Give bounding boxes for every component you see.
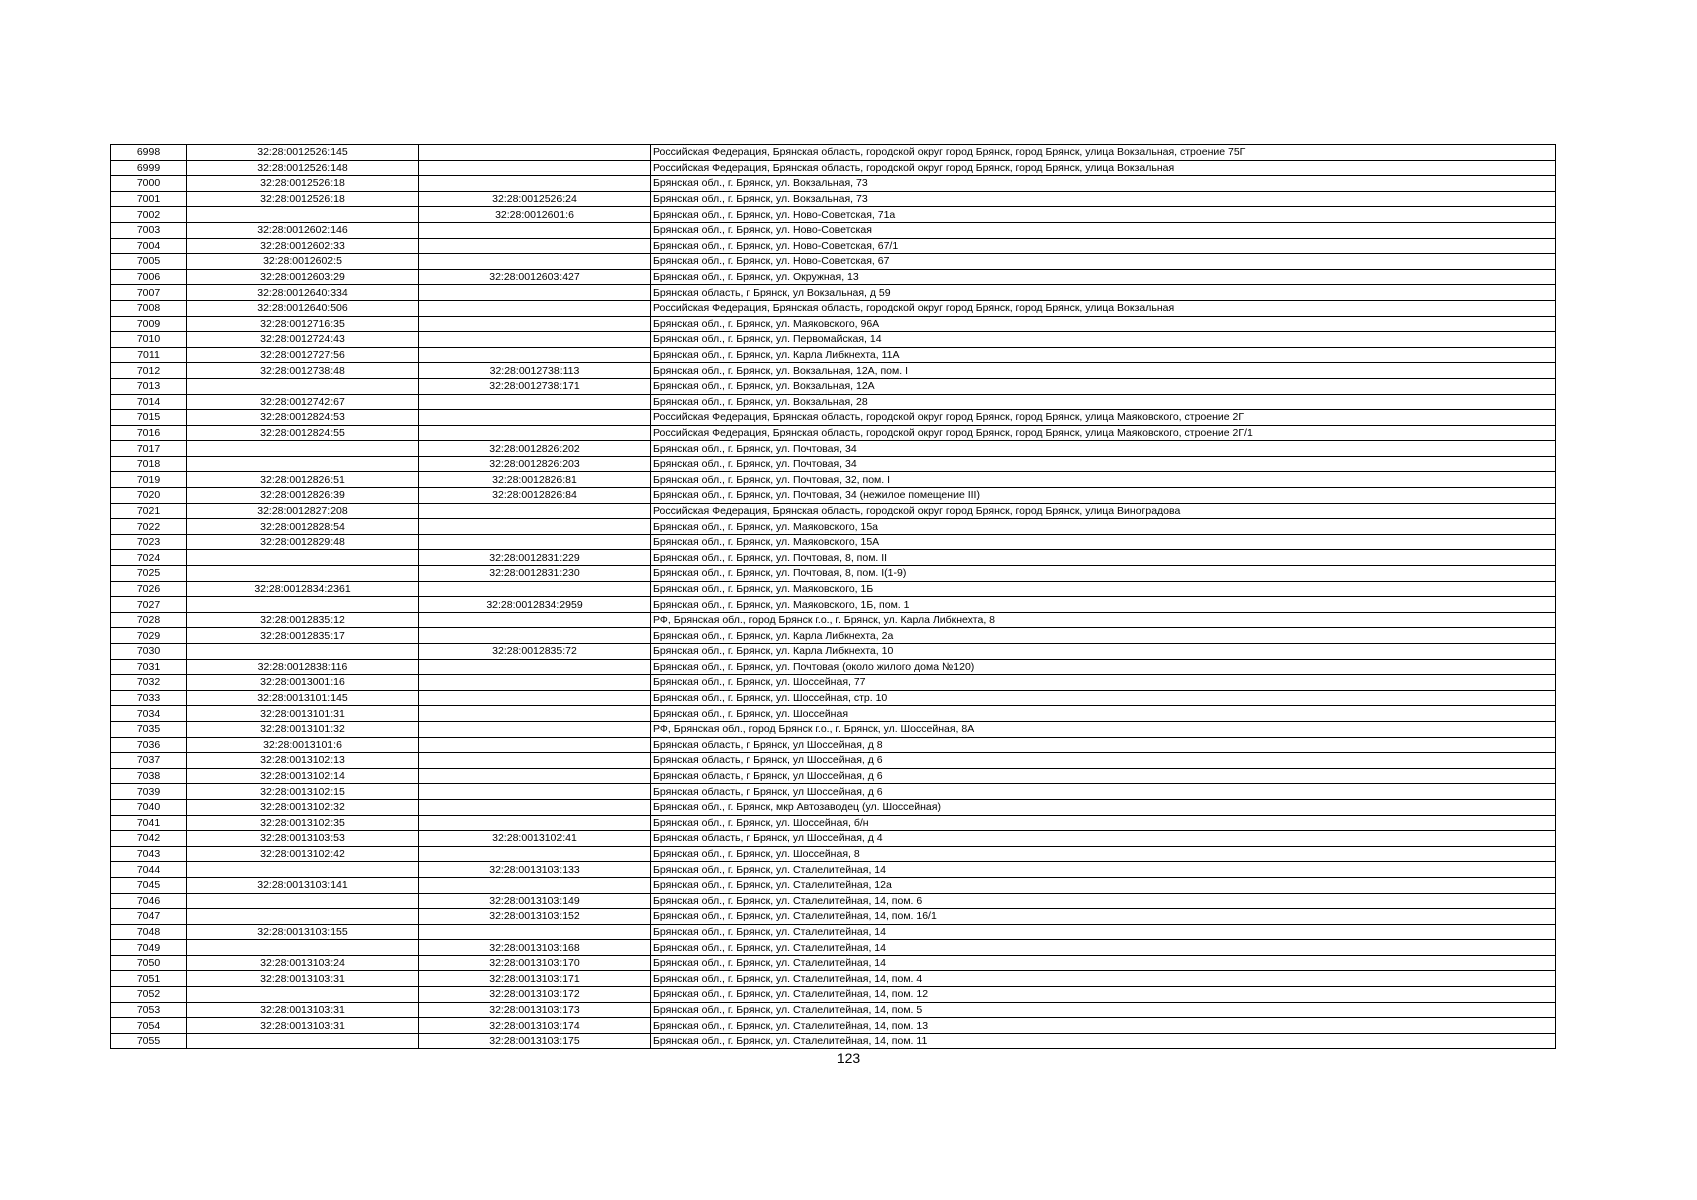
- row-number-cell: 7045: [111, 877, 187, 893]
- land-cadastral-number-cell: 32:28:0012827:208: [187, 503, 419, 519]
- land-cadastral-number-cell: 32:28:0012835:17: [187, 628, 419, 644]
- building-cadastral-number-cell: 32:28:0013102:41: [419, 831, 651, 847]
- land-cadastral-number-cell: 32:28:0012824:55: [187, 425, 419, 441]
- building-cadastral-number-cell: [419, 628, 651, 644]
- land-cadastral-number-cell: 32:28:0012826:39: [187, 488, 419, 504]
- address-cell: Брянская обл., г. Брянск, ул. Почтовая, 8, пом. I(1-9): [651, 566, 1556, 582]
- row-number-cell: 7054: [111, 1018, 187, 1034]
- building-cadastral-number-cell: [419, 332, 651, 348]
- table-row: [111, 238, 1556, 254]
- table-row: [111, 612, 1556, 628]
- row-number-cell: 7001: [111, 191, 187, 207]
- address-cell: Брянская обл., г. Брянск, ул. Почтовая, 34 (нежилое помещение III): [651, 488, 1556, 504]
- building-cadastral-number-cell: 32:28:0013103:171: [419, 971, 651, 987]
- land-cadastral-number-cell: 32:28:0012603:29: [187, 269, 419, 285]
- building-cadastral-number-cell: [419, 254, 651, 270]
- building-cadastral-number-cell: 32:28:0013103:133: [419, 862, 651, 878]
- building-cadastral-number-cell: 32:28:0012826:84: [419, 488, 651, 504]
- table-row: [111, 862, 1556, 878]
- land-cadastral-number-cell: 32:28:0012602:33: [187, 238, 419, 254]
- building-cadastral-number-cell: [419, 784, 651, 800]
- land-cadastral-number-cell: [187, 893, 419, 909]
- table-row: [111, 332, 1556, 348]
- address-cell: Брянская обл., г. Брянск, ул. Вокзальная, 73: [651, 176, 1556, 192]
- land-cadastral-number-cell: 32:28:0013103:53: [187, 831, 419, 847]
- land-cadastral-number-cell: 32:28:0013102:42: [187, 846, 419, 862]
- table-row: [111, 394, 1556, 410]
- building-cadastral-number-cell: [419, 612, 651, 628]
- building-cadastral-number-cell: [419, 238, 651, 254]
- row-number-cell: 7020: [111, 488, 187, 504]
- building-cadastral-number-cell: [419, 316, 651, 332]
- land-cadastral-number-cell: 32:28:0012640:506: [187, 300, 419, 316]
- address-cell: Брянская обл., г. Брянск, ул. Ново-Советская, 67: [651, 254, 1556, 270]
- table-row: [111, 768, 1556, 784]
- land-cadastral-number-cell: 32:28:0013103:155: [187, 924, 419, 940]
- row-number-cell: 7003: [111, 222, 187, 238]
- table-row: [111, 940, 1556, 956]
- address-cell: Брянская обл., г. Брянск, ул. Сталелитейная, 14, пом. 13: [651, 1018, 1556, 1034]
- row-number-cell: 7023: [111, 534, 187, 550]
- table-row: [111, 877, 1556, 893]
- land-cadastral-number-cell: [187, 441, 419, 457]
- table-row: [111, 597, 1556, 613]
- land-cadastral-number-cell: 32:28:0012602:5: [187, 254, 419, 270]
- row-number-cell: 7015: [111, 410, 187, 426]
- address-cell: Брянская обл., г. Брянск, ул. Маяковского, 96А: [651, 316, 1556, 332]
- building-cadastral-number-cell: 32:28:0012826:203: [419, 456, 651, 472]
- row-number-cell: 7028: [111, 612, 187, 628]
- building-cadastral-number-cell: [419, 815, 651, 831]
- building-cadastral-number-cell: 32:28:0013103:168: [419, 940, 651, 956]
- land-cadastral-number-cell: 32:28:0013102:32: [187, 799, 419, 815]
- address-cell: Брянская обл., г. Брянск, ул. Сталелитейная, 14, пом. 12: [651, 987, 1556, 1003]
- address-cell: Брянская область, г Брянск, ул Шоссейная, д 6: [651, 768, 1556, 784]
- building-cadastral-number-cell: 32:28:0013103:175: [419, 1033, 651, 1049]
- table-row: [111, 566, 1556, 582]
- building-cadastral-number-cell: 32:28:0012738:113: [419, 363, 651, 379]
- land-cadastral-number-cell: [187, 456, 419, 472]
- building-cadastral-number-cell: 32:28:0012738:171: [419, 378, 651, 394]
- page-number: 123: [836, 1050, 861, 1066]
- building-cadastral-number-cell: [419, 503, 651, 519]
- row-number-cell: 7002: [111, 207, 187, 223]
- land-cadastral-number-cell: 32:28:0013101:32: [187, 721, 419, 737]
- building-cadastral-number-cell: 32:28:0012601:6: [419, 207, 651, 223]
- address-cell: РФ, Брянская обл., город Брянск г.о., г. Брянск, ул. Карла Либкнехта, 8: [651, 612, 1556, 628]
- address-cell: Брянская обл., г. Брянск, ул. Ново-Советская, 71а: [651, 207, 1556, 223]
- land-cadastral-number-cell: 32:28:0012640:334: [187, 285, 419, 301]
- building-cadastral-number-cell: 32:28:0012834:2959: [419, 597, 651, 613]
- building-cadastral-number-cell: [419, 675, 651, 691]
- table-row: [111, 145, 1556, 161]
- building-cadastral-number-cell: [419, 222, 651, 238]
- table-row: [111, 550, 1556, 566]
- land-cadastral-number-cell: 32:28:0012526:145: [187, 145, 419, 161]
- table-row: [111, 410, 1556, 426]
- land-cadastral-number-cell: 32:28:0013102:14: [187, 768, 419, 784]
- row-number-cell: 7013: [111, 378, 187, 394]
- address-cell: Брянская область, г Брянск, ул Шоссейная, д 6: [651, 753, 1556, 769]
- building-cadastral-number-cell: 32:28:0013103:172: [419, 987, 651, 1003]
- address-cell: Брянская обл., г. Брянск, мкр Автозаводец (ул. Шоссейная): [651, 799, 1556, 815]
- row-number-cell: 7000: [111, 176, 187, 192]
- address-cell: Брянская обл., г. Брянск, ул. Почтовая, 34: [651, 456, 1556, 472]
- address-cell: Брянская обл., г. Брянск, ул. Сталелитейная, 12а: [651, 877, 1556, 893]
- land-cadastral-number-cell: 32:28:0013001:16: [187, 675, 419, 691]
- table-body: [111, 145, 1556, 1049]
- table-row: [111, 347, 1556, 363]
- building-cadastral-number-cell: [419, 706, 651, 722]
- table-row: [111, 519, 1556, 535]
- row-number-cell: 7042: [111, 831, 187, 847]
- address-cell: Брянская обл., г. Брянск, ул. Вокзальная, 73: [651, 191, 1556, 207]
- land-cadastral-number-cell: 32:28:0012727:56: [187, 347, 419, 363]
- table-row: [111, 831, 1556, 847]
- table-row: [111, 721, 1556, 737]
- land-cadastral-number-cell: 32:28:0013103:31: [187, 971, 419, 987]
- table-row: [111, 425, 1556, 441]
- row-number-cell: 7009: [111, 316, 187, 332]
- land-cadastral-number-cell: [187, 862, 419, 878]
- building-cadastral-number-cell: [419, 394, 651, 410]
- row-number-cell: 7026: [111, 581, 187, 597]
- building-cadastral-number-cell: [419, 737, 651, 753]
- address-cell: Брянская обл., г. Брянск, ул. Почтовая, 34: [651, 441, 1556, 457]
- building-cadastral-number-cell: [419, 846, 651, 862]
- table-row: [111, 285, 1556, 301]
- building-cadastral-number-cell: 32:28:0012826:202: [419, 441, 651, 457]
- building-cadastral-number-cell: [419, 176, 651, 192]
- table-row: [111, 316, 1556, 332]
- building-cadastral-number-cell: 32:28:0012831:230: [419, 566, 651, 582]
- row-number-cell: 7005: [111, 254, 187, 270]
- address-cell: Брянская обл., г. Брянск, ул. Карла Либкнехта, 2а: [651, 628, 1556, 644]
- row-number-cell: 7008: [111, 300, 187, 316]
- address-cell: Брянская обл., г. Брянск, ул. Сталелитейная, 14, пом. 5: [651, 1002, 1556, 1018]
- address-cell: РФ, Брянская обл., город Брянск г.о., г. Брянск, ул. Шоссейная, 8А: [651, 721, 1556, 737]
- row-number-cell: 7055: [111, 1033, 187, 1049]
- land-cadastral-number-cell: 32:28:0012526:18: [187, 191, 419, 207]
- row-number-cell: 7031: [111, 659, 187, 675]
- table-row: [111, 581, 1556, 597]
- address-cell: Брянская обл., г. Брянск, ул. Вокзальная, 12А, пом. I: [651, 363, 1556, 379]
- row-number-cell: 7036: [111, 737, 187, 753]
- address-cell: Брянская обл., г. Брянск, ул. Почтовая, 8, пом. II: [651, 550, 1556, 566]
- address-cell: Брянская обл., г. Брянск, ул. Маяковского, 1Б, пом. 1: [651, 597, 1556, 613]
- table-row: [111, 488, 1556, 504]
- table-row: [111, 706, 1556, 722]
- row-number-cell: 7043: [111, 846, 187, 862]
- land-cadastral-number-cell: 32:28:0012838:116: [187, 659, 419, 675]
- land-cadastral-number-cell: [187, 566, 419, 582]
- table-row: [111, 456, 1556, 472]
- row-number-cell: 7044: [111, 862, 187, 878]
- row-number-cell: 7016: [111, 425, 187, 441]
- row-number-cell: 7032: [111, 675, 187, 691]
- building-cadastral-number-cell: [419, 425, 651, 441]
- building-cadastral-number-cell: [419, 581, 651, 597]
- row-number-cell: 7039: [111, 784, 187, 800]
- land-cadastral-number-cell: 32:28:0012742:67: [187, 394, 419, 410]
- table-row: [111, 254, 1556, 270]
- address-cell: Брянская область, г Брянск, ул Шоссейная, д 6: [651, 784, 1556, 800]
- row-number-cell: 7025: [111, 566, 187, 582]
- address-cell: Брянская обл., г. Брянск, ул. Ново-Советская: [651, 222, 1556, 238]
- building-cadastral-number-cell: [419, 519, 651, 535]
- address-cell: Российская Федерация, Брянская область, городской округ город Брянск, город Брянск, улица Виноградова: [651, 503, 1556, 519]
- table-row: [111, 737, 1556, 753]
- row-number-cell: 7046: [111, 893, 187, 909]
- table-row: [111, 799, 1556, 815]
- table-row: [111, 441, 1556, 457]
- row-number-cell: 7014: [111, 394, 187, 410]
- address-cell: Брянская обл., г. Брянск, ул. Сталелитейная, 14: [651, 862, 1556, 878]
- row-number-cell: 7050: [111, 955, 187, 971]
- row-number-cell: 7030: [111, 644, 187, 660]
- building-cadastral-number-cell: [419, 659, 651, 675]
- table-row: [111, 846, 1556, 862]
- row-number-cell: 6998: [111, 145, 187, 161]
- row-number-cell: 7038: [111, 768, 187, 784]
- address-cell: Брянская обл., г. Брянск, ул. Сталелитейная, 14, пом. 4: [651, 971, 1556, 987]
- land-cadastral-number-cell: [187, 597, 419, 613]
- land-cadastral-number-cell: 32:28:0013103:141: [187, 877, 419, 893]
- address-cell: Российская Федерация, Брянская область, городской округ город Брянск, город Брянск, улица Маяковского, строение 2Г: [651, 410, 1556, 426]
- row-number-cell: 7024: [111, 550, 187, 566]
- table-row: [111, 472, 1556, 488]
- address-cell: Брянская обл., г. Брянск, ул. Сталелитейная, 14: [651, 924, 1556, 940]
- row-number-cell: 7053: [111, 1002, 187, 1018]
- building-cadastral-number-cell: [419, 347, 651, 363]
- table-row: [111, 269, 1556, 285]
- row-number-cell: 7017: [111, 441, 187, 457]
- address-cell: Брянская обл., г. Брянск, ул. Маяковского, 1Б: [651, 581, 1556, 597]
- row-number-cell: 7011: [111, 347, 187, 363]
- table-row: [111, 1018, 1556, 1034]
- row-number-cell: 7052: [111, 987, 187, 1003]
- address-cell: Российская Федерация, Брянская область, городской округ город Брянск, город Брянск, улица Маяковского, строение 2Г/1: [651, 425, 1556, 441]
- land-cadastral-number-cell: 32:28:0012724:43: [187, 332, 419, 348]
- land-cadastral-number-cell: 32:28:0012526:148: [187, 160, 419, 176]
- address-cell: Брянская обл., г. Брянск, ул. Вокзальная, 28: [651, 394, 1556, 410]
- row-number-cell: 7007: [111, 285, 187, 301]
- row-number-cell: 7047: [111, 909, 187, 925]
- row-number-cell: 7040: [111, 799, 187, 815]
- address-cell: Брянская обл., г. Брянск, ул. Маяковского, 15а: [651, 519, 1556, 535]
- table-row: [111, 222, 1556, 238]
- table-row: [111, 1033, 1556, 1049]
- table-row: [111, 690, 1556, 706]
- row-number-cell: 7022: [111, 519, 187, 535]
- land-cadastral-number-cell: [187, 1033, 419, 1049]
- table-row: [111, 955, 1556, 971]
- building-cadastral-number-cell: [419, 924, 651, 940]
- row-number-cell: 7018: [111, 456, 187, 472]
- row-number-cell: 7021: [111, 503, 187, 519]
- row-number-cell: 7004: [111, 238, 187, 254]
- address-cell: Брянская обл., г. Брянск, ул. Шоссейная, 8: [651, 846, 1556, 862]
- table-row: [111, 909, 1556, 925]
- land-cadastral-number-cell: [187, 909, 419, 925]
- land-cadastral-number-cell: 32:28:0012829:48: [187, 534, 419, 550]
- table-row: [111, 207, 1556, 223]
- row-number-cell: 7019: [111, 472, 187, 488]
- table-row: [111, 363, 1556, 379]
- building-cadastral-number-cell: [419, 160, 651, 176]
- table-row: [111, 160, 1556, 176]
- table-row: [111, 675, 1556, 691]
- address-cell: Брянская обл., г. Брянск, ул. Карла Либкнехта, 11А: [651, 347, 1556, 363]
- address-cell: Брянская область, г Брянск, ул Шоссейная, д 8: [651, 737, 1556, 753]
- address-cell: Брянская обл., г. Брянск, ул. Почтовая (около жилого дома №120): [651, 659, 1556, 675]
- land-cadastral-number-cell: 32:28:0013101:145: [187, 690, 419, 706]
- row-number-cell: 7041: [111, 815, 187, 831]
- row-number-cell: 7029: [111, 628, 187, 644]
- land-cadastral-number-cell: 32:28:0012738:48: [187, 363, 419, 379]
- table-row: [111, 176, 1556, 192]
- table-row: [111, 1002, 1556, 1018]
- table-row: [111, 893, 1556, 909]
- row-number-cell: 7037: [111, 753, 187, 769]
- table-row: [111, 659, 1556, 675]
- building-cadastral-number-cell: [419, 534, 651, 550]
- building-cadastral-number-cell: [419, 690, 651, 706]
- table-row: [111, 924, 1556, 940]
- address-cell: Брянская обл., г. Брянск, ул. Сталелитейная, 14: [651, 940, 1556, 956]
- building-cadastral-number-cell: 32:28:0012826:81: [419, 472, 651, 488]
- table-row: [111, 815, 1556, 831]
- address-cell: Брянская область, г Брянск, ул Шоссейная, д 4: [651, 831, 1556, 847]
- building-cadastral-number-cell: 32:28:0013103:170: [419, 955, 651, 971]
- building-cadastral-number-cell: [419, 799, 651, 815]
- row-number-cell: 7035: [111, 721, 187, 737]
- building-cadastral-number-cell: 32:28:0012526:24: [419, 191, 651, 207]
- land-cadastral-number-cell: 32:28:0013102:15: [187, 784, 419, 800]
- building-cadastral-number-cell: [419, 300, 651, 316]
- building-cadastral-number-cell: 32:28:0012835:72: [419, 644, 651, 660]
- address-cell: Брянская обл., г. Брянск, ул. Шоссейная: [651, 706, 1556, 722]
- address-cell: Брянская обл., г. Брянск, ул. Сталелитейная, 14, пом. 6: [651, 893, 1556, 909]
- land-cadastral-number-cell: [187, 987, 419, 1003]
- land-cadastral-number-cell: 32:28:0013101:6: [187, 737, 419, 753]
- building-cadastral-number-cell: [419, 721, 651, 737]
- row-number-cell: 7012: [111, 363, 187, 379]
- table-row: [111, 534, 1556, 550]
- row-number-cell: 7033: [111, 690, 187, 706]
- table-row: [111, 753, 1556, 769]
- land-cadastral-number-cell: 32:28:0012834:2361: [187, 581, 419, 597]
- address-cell: Брянская обл., г. Брянск, ул. Почтовая, 32, пом. I: [651, 472, 1556, 488]
- land-cadastral-number-cell: 32:28:0013103:24: [187, 955, 419, 971]
- land-cadastral-number-cell: 32:28:0012824:53: [187, 410, 419, 426]
- address-cell: Брянская обл., г. Брянск, ул. Ново-Советская, 67/1: [651, 238, 1556, 254]
- building-cadastral-number-cell: [419, 753, 651, 769]
- address-cell: Брянская обл., г. Брянск, ул. Сталелитейная, 14, пом. 16/1: [651, 909, 1556, 925]
- address-cell: Брянская обл., г. Брянск, ул. Шоссейная, б/н: [651, 815, 1556, 831]
- row-number-cell: 7006: [111, 269, 187, 285]
- land-cadastral-number-cell: 32:28:0012602:146: [187, 222, 419, 238]
- land-cadastral-number-cell: 32:28:0013102:35: [187, 815, 419, 831]
- land-cadastral-number-cell: [187, 644, 419, 660]
- row-number-cell: 7027: [111, 597, 187, 613]
- building-cadastral-number-cell: [419, 410, 651, 426]
- land-cadastral-number-cell: 32:28:0012828:54: [187, 519, 419, 535]
- cadastral-table: [110, 144, 1556, 1049]
- address-cell: Брянская обл., г. Брянск, ул. Первомайская, 14: [651, 332, 1556, 348]
- address-cell: Российская Федерация, Брянская область, городской округ город Брянск, город Брянск, улица Вокзальная: [651, 160, 1556, 176]
- address-cell: Брянская обл., г. Брянск, ул. Сталелитейная, 14: [651, 955, 1556, 971]
- address-cell: Брянская обл., г. Брянск, ул. Карла Либкнехта, 10: [651, 644, 1556, 660]
- land-cadastral-number-cell: 32:28:0013103:31: [187, 1002, 419, 1018]
- land-cadastral-number-cell: [187, 378, 419, 394]
- building-cadastral-number-cell: 32:28:0012831:229: [419, 550, 651, 566]
- table-row: [111, 628, 1556, 644]
- land-cadastral-number-cell: 32:28:0012716:35: [187, 316, 419, 332]
- address-cell: Российская Федерация, Брянская область, городской округ город Брянск, город Брянск, улица Вокзальная: [651, 300, 1556, 316]
- building-cadastral-number-cell: 32:28:0013103:173: [419, 1002, 651, 1018]
- address-cell: Брянская обл., г. Брянск, ул. Окружная, 13: [651, 269, 1556, 285]
- row-number-cell: 6999: [111, 160, 187, 176]
- table-row: [111, 378, 1556, 394]
- land-cadastral-number-cell: [187, 207, 419, 223]
- table-row: [111, 300, 1556, 316]
- address-cell: Брянская обл., г. Брянск, ул. Шоссейная, 77: [651, 675, 1556, 691]
- land-cadastral-number-cell: 32:28:0013101:31: [187, 706, 419, 722]
- address-cell: Российская Федерация, Брянская область, городской округ город Брянск, город Брянск, улица Вокзальная, строение 75Г: [651, 145, 1556, 161]
- table-row: [111, 987, 1556, 1003]
- table-row: [111, 644, 1556, 660]
- land-cadastral-number-cell: [187, 940, 419, 956]
- building-cadastral-number-cell: [419, 285, 651, 301]
- row-number-cell: 7049: [111, 940, 187, 956]
- land-cadastral-number-cell: 32:28:0013102:13: [187, 753, 419, 769]
- land-cadastral-number-cell: 32:28:0012526:18: [187, 176, 419, 192]
- land-cadastral-number-cell: [187, 550, 419, 566]
- building-cadastral-number-cell: [419, 877, 651, 893]
- address-cell: Брянская обл., г. Брянск, ул. Вокзальная, 12А: [651, 378, 1556, 394]
- row-number-cell: 7010: [111, 332, 187, 348]
- table-row: [111, 503, 1556, 519]
- land-cadastral-number-cell: 32:28:0012826:51: [187, 472, 419, 488]
- land-cadastral-number-cell: 32:28:0012835:12: [187, 612, 419, 628]
- building-cadastral-number-cell: 32:28:0013103:152: [419, 909, 651, 925]
- row-number-cell: 7034: [111, 706, 187, 722]
- table-row: [111, 971, 1556, 987]
- address-cell: Брянская обл., г. Брянск, ул. Маяковского, 15А: [651, 534, 1556, 550]
- building-cadastral-number-cell: [419, 768, 651, 784]
- address-cell: Брянская обл., г. Брянск, ул. Сталелитейная, 14, пом. 11: [651, 1033, 1556, 1049]
- building-cadastral-number-cell: [419, 145, 651, 161]
- table-row: [111, 784, 1556, 800]
- building-cadastral-number-cell: 32:28:0012603:427: [419, 269, 651, 285]
- building-cadastral-number-cell: 32:28:0013103:174: [419, 1018, 651, 1034]
- address-cell: Брянская область, г Брянск, ул Вокзальная, д 59: [651, 285, 1556, 301]
- building-cadastral-number-cell: 32:28:0013103:149: [419, 893, 651, 909]
- land-cadastral-number-cell: 32:28:0013103:31: [187, 1018, 419, 1034]
- row-number-cell: 7051: [111, 971, 187, 987]
- address-cell: Брянская обл., г. Брянск, ул. Шоссейная, стр. 10: [651, 690, 1556, 706]
- row-number-cell: 7048: [111, 924, 187, 940]
- table-row: [111, 191, 1556, 207]
